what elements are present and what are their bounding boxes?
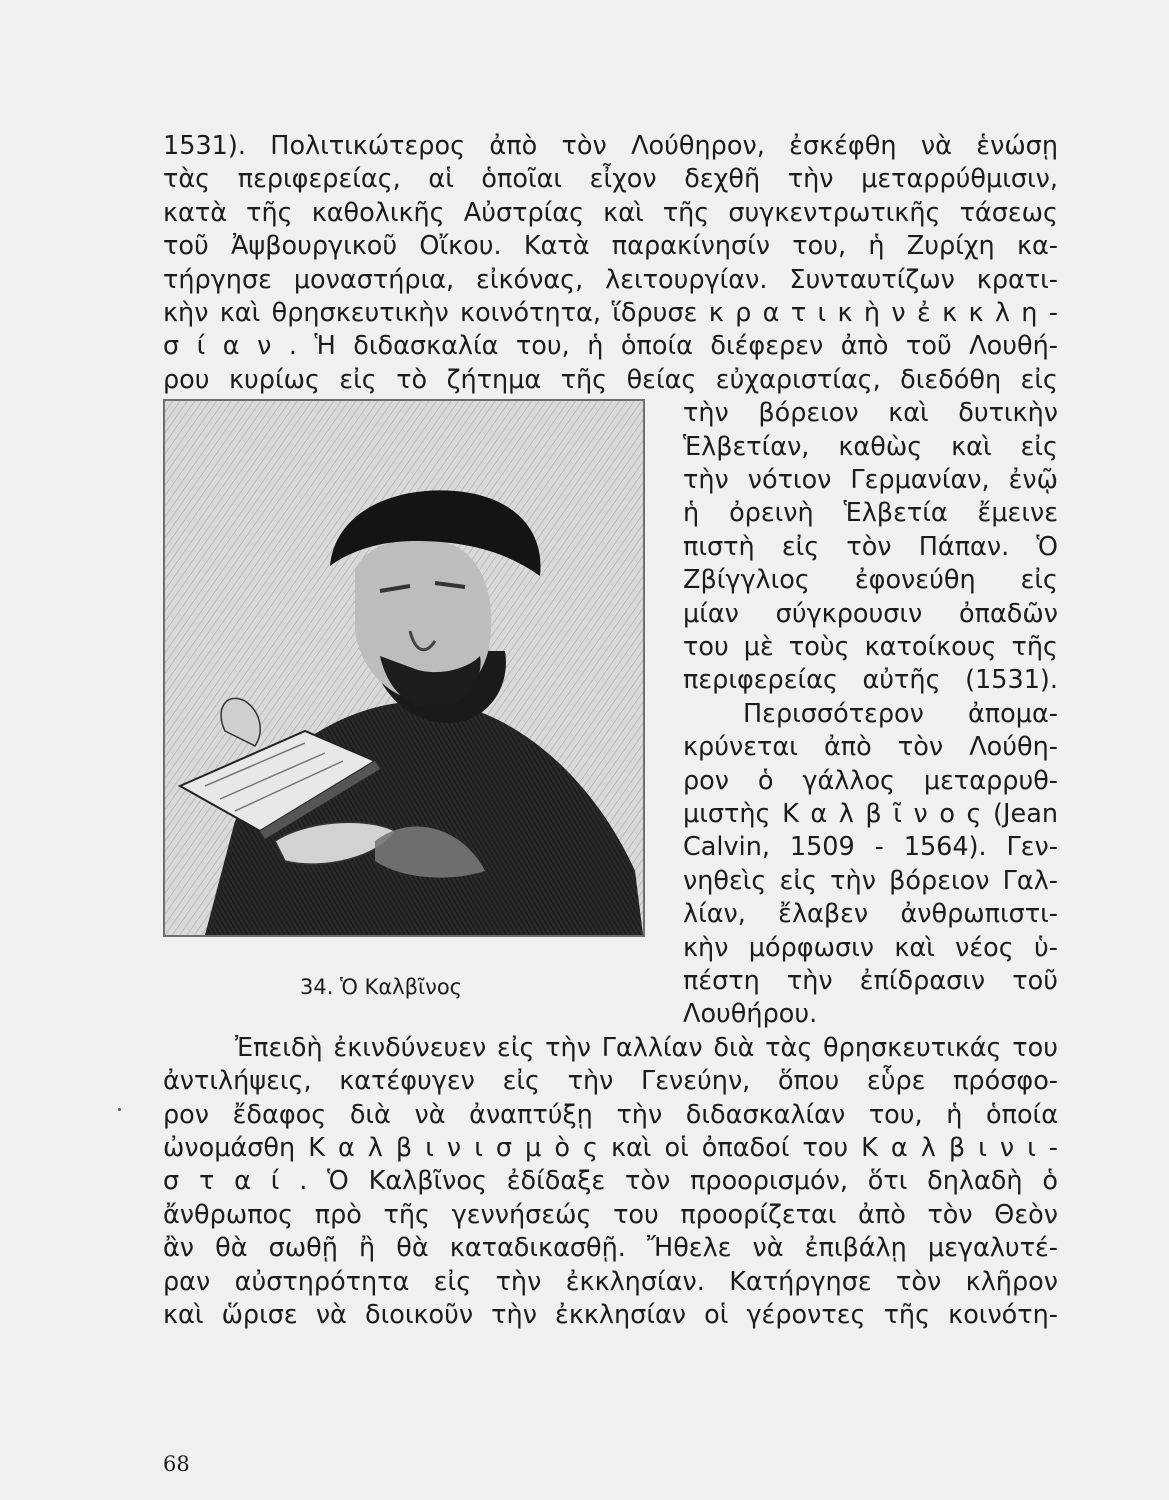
text-line: τοῦ Ἀψβουργικοῦ Οἴκου. Κατὰ παρακίνησίν του, ἡ Ζυρίχη κα- xyxy=(163,231,1058,262)
side-line: μίαν σύγκρουσιν ὀπαδῶν xyxy=(683,598,1058,629)
side-line: ἡ ὀρεινὴ Ἑλβετία ἔμεινε xyxy=(683,498,1058,529)
side-line: κὴν μόρφωσιν καὶ νέος ὑ- xyxy=(683,932,1058,963)
text-line: καὶ ὥρισε νὰ διοικοῦν τὴν ἐκκλησίαν οἱ γέροντες τῆς κοινότη- xyxy=(163,1300,1058,1330)
text-line: ἄνθρωπος πρὸ τῆς γεννήσεώς του προορίζεται ἀπὸ τὸν Θεὸν xyxy=(163,1199,1058,1230)
side-line: τὴν νότιον Γερμανίαν, ἐνῷ xyxy=(683,465,1058,495)
text-line: σ ί α ν . Ἡ διδασκαλία του, ἡ ὁποία διέφερεν ἀπὸ τοῦ Λουθή- xyxy=(163,331,1058,362)
text-line: ὠνομάσθη Κ α λ β ι ν ι σ μ ὸ ς καὶ οἱ ὀπαδοί του Κ α λ β ι ν ι - xyxy=(163,1133,1058,1163)
page-number: 68 xyxy=(163,1452,190,1476)
text-line: 1531). Πολιτικώτερος ἀπὸ τὸν Λούθηρον, ἐσκέφθη νὰ ἑνώσῃ xyxy=(163,131,1058,161)
text-line: ρου κυρίως εἰς τὸ ζήτημα τῆς θείας εὐχαριστίας, διεδόθη εἰς xyxy=(163,364,1058,395)
side-line: Λουθήρου. xyxy=(683,999,818,1030)
side-line: μιστὴς Κ α λ β ῖ ν ο ς (Jean xyxy=(683,799,1058,829)
side-line: Ἑλβετίαν, καθὼς καὶ εἰς xyxy=(683,431,1058,462)
text-line: κὴν καὶ θρησκευτικὴν κοινότητα, ἵδρυσε κ ρ α τ ι κ ὴ ν ἐ κ κ λ η - xyxy=(163,298,1058,328)
text-line: Ἐπειδὴ ἐκινδύνευεν εἰς τὴν Γαλλίαν διὰ τὰς θρησκευτικάς του xyxy=(235,1032,1058,1063)
side-line: Περισσότερον ἀπομα- xyxy=(743,698,1058,729)
text-line: σ τ α ί . Ὁ Καλβῖνος ἐδίδαξε τὸν προορισμόν, ὅτι δηλαδὴ ὁ xyxy=(163,1166,1058,1197)
side-line: κρύνεται ἀπὸ τὸν Λούθη- xyxy=(683,732,1058,763)
text-line: τήργησε μοναστήρια, εἰκόνας, λειτουργίαν. Συνταυτίζων κρατι- xyxy=(163,264,1058,295)
speck-mark xyxy=(118,1108,121,1111)
portrait-illustration xyxy=(165,401,643,935)
side-line: Calvin, 1509 - 1564). Γεν- xyxy=(683,832,1058,863)
side-line: τὴν βόρειον καὶ δυτικὴν xyxy=(683,398,1058,429)
side-line: πέστη τὴν ἐπίδρασιν τοῦ xyxy=(683,966,1058,996)
text-line: ρον ἔδαφος διὰ νὰ ἀναπτύξῃ τὴν διδασκαλίαν του, ἡ ὁποία xyxy=(163,1099,1058,1130)
side-line: νηθεὶς εἰς τὴν βόρειον Γαλ- xyxy=(683,865,1058,896)
side-line: περιφερείας αὐτῆς (1531). xyxy=(683,665,1058,696)
text-line: ἂν θὰ σωθῇ ἢ θὰ καταδικασθῇ. Ἤθελε νὰ ἐπιβάλῃ μεγαλυτέ- xyxy=(163,1233,1058,1264)
figure-caption: 34. Ὁ Καλβῖνος xyxy=(300,974,463,999)
text-line: κατὰ τῆς καθολικῆς Αὐστρίας καὶ τῆς συγκεντρωτικῆς τάσεως xyxy=(163,197,1058,228)
side-line: του μὲ τοὺς κατοίκους τῆς xyxy=(683,632,1058,662)
side-line: Ζβίγγλιος ἐφονεύθη εἰς xyxy=(683,565,1058,596)
text-line: ραν αὐστηρότητα εἰς τὴν ἐκκλησίαν. Κατήργησε τὸν κλῆρον xyxy=(163,1266,1058,1297)
side-line: λίαν, ἔλαβεν ἀνθρωπιστι- xyxy=(683,899,1058,930)
side-line: ρον ὁ γάλλος μεταρρυθ- xyxy=(683,765,1058,796)
side-line: πιστὴ εἰς τὸν Πάπαν. Ὁ xyxy=(683,531,1058,562)
portrait-figure xyxy=(163,399,645,937)
text-line: τὰς περιφερείας, αἱ ὁποῖαι εἶχον δεχθῆ τὴν μεταρρύθμισιν, xyxy=(163,164,1058,195)
text-line: ἀντιλήψεις, κατέφυγεν εἰς τὴν Γενεύην, ὅπου εὗρε πρόσφο- xyxy=(163,1066,1058,1097)
